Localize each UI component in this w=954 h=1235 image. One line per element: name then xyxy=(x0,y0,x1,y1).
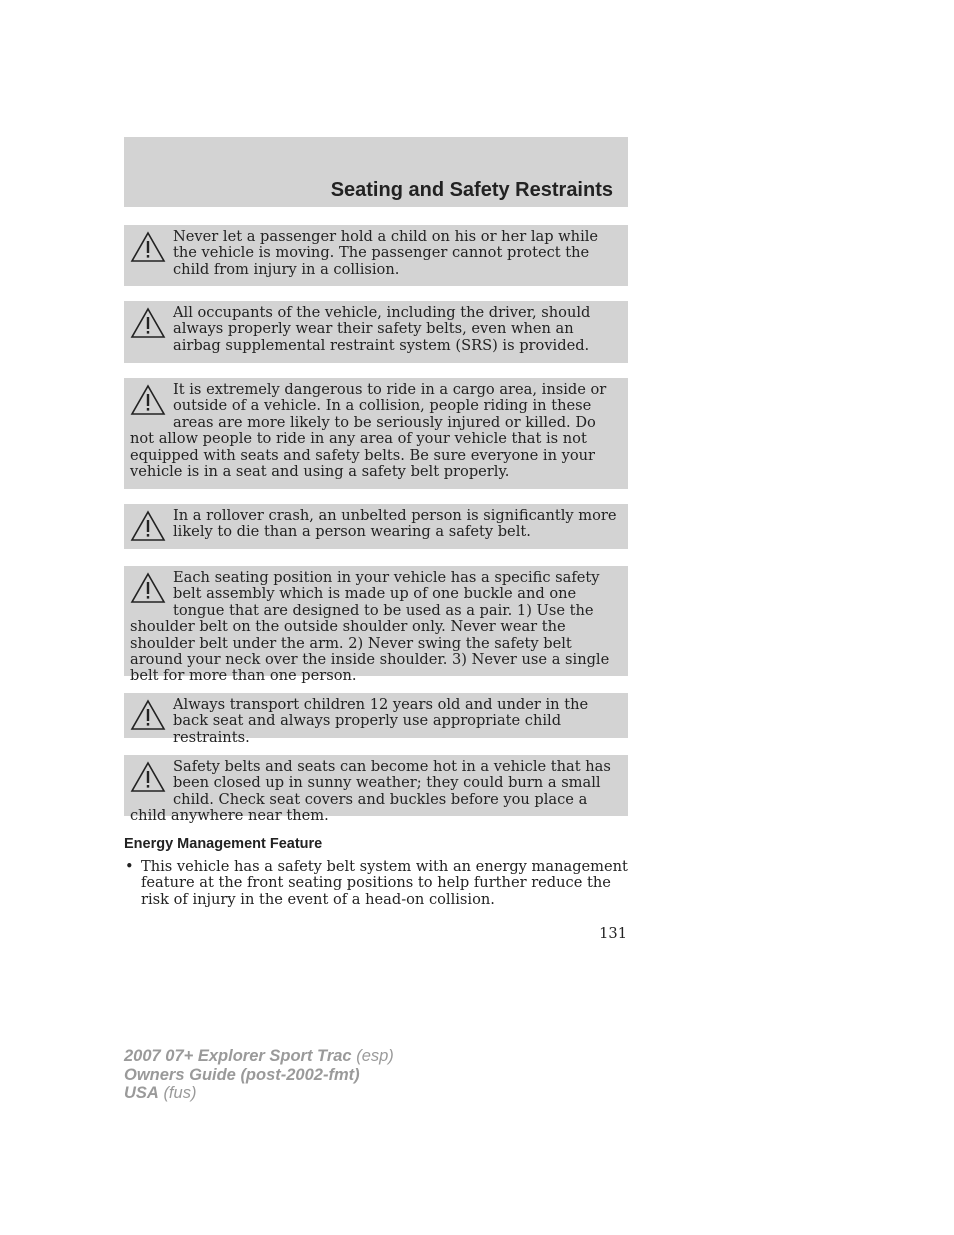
footer-market: USA xyxy=(124,1084,159,1103)
section-header-bar xyxy=(124,137,628,207)
warning-text: Never let a passenger hold a child on his or her lap while the vehicle is moving. The passenger cannot protect the child from injury in a collision. xyxy=(173,228,599,278)
warning-box xyxy=(124,225,628,286)
warning-box xyxy=(124,378,628,489)
footer-line-3 xyxy=(124,1084,394,1103)
warning-triangle-icon xyxy=(130,307,166,339)
warning-text: It is extremely dangerous to ride in a cargo area, inside or outside of a vehicle. In a collision, people riding in these areas are more likely to be seriously injured or killed. Do not allow people to ride in any area of your vehicle that is not equipped with seats and safety belts. Be sure everyone in your vehicle is in a seat and using a safety belt properly. xyxy=(130,381,607,481)
warning-triangle-icon xyxy=(130,761,166,793)
document-footer xyxy=(124,1047,394,1103)
warning-box xyxy=(124,755,628,825)
footer-model-code: (esp) xyxy=(356,1047,394,1065)
warning-box xyxy=(124,693,628,746)
list-item xyxy=(124,859,628,908)
warning-text: Safety belts and seats can become hot in a vehicle that has been closed up in sunny weather; they could burn a small child. Check seat covers and buckles before you place a child anywhere near them. xyxy=(130,758,611,825)
warning-box xyxy=(124,301,628,363)
warning-text: All occupants of the vehicle, including the driver, should always properly wear their safety belts, even when an airbag supplemental restraint system (SRS) is provided. xyxy=(173,304,591,354)
warning-triangle-icon xyxy=(130,699,166,731)
warning-box xyxy=(124,566,628,685)
warning-triangle-icon xyxy=(130,510,166,542)
section-heading: Energy Management Feature xyxy=(124,836,323,852)
footer-guide: Owners Guide (post-2002-fmt) xyxy=(124,1065,360,1084)
warning-triangle-icon xyxy=(130,572,166,604)
footer-line-2 xyxy=(124,1066,394,1085)
bullet-list xyxy=(124,859,628,908)
footer-market-code: (fus) xyxy=(163,1084,197,1103)
warning-triangle-icon xyxy=(130,384,166,416)
page-title: Seating and Safety Restraints xyxy=(330,179,613,201)
warning-triangle-icon xyxy=(130,231,166,263)
warning-text: In a rollover crash, an unbelted person is significantly more likely to die than a person wearing a safety belt. xyxy=(173,507,617,541)
warning-text: Each seating position in your vehicle has a specific safety belt assembly which is made up of one buckle and one tongue that are designed to be used as a pair. 1) Use the shoulder belt on the outside shoulder only. Never wear the shoulder belt under the arm. 2) Never swing the safety belt around your neck over the inside shoulder. 3) Never use a single belt for more than one person. xyxy=(130,569,610,685)
warning-text: Always transport children 12 years old and under in the back seat and always properly use appropriate child restraints. xyxy=(173,696,589,746)
list-item-text: This vehicle has a safety belt system with an energy management feature at the front seating positions to help further reduce the risk of injury in the event of a head-on collision. xyxy=(141,858,628,908)
bullet-icon: • xyxy=(125,858,134,875)
footer-model: 2007 07+ Explorer Sport Trac xyxy=(124,1047,352,1065)
warning-box xyxy=(124,504,628,549)
footer-line-1 xyxy=(124,1047,394,1066)
page-number: 131 xyxy=(599,925,627,942)
